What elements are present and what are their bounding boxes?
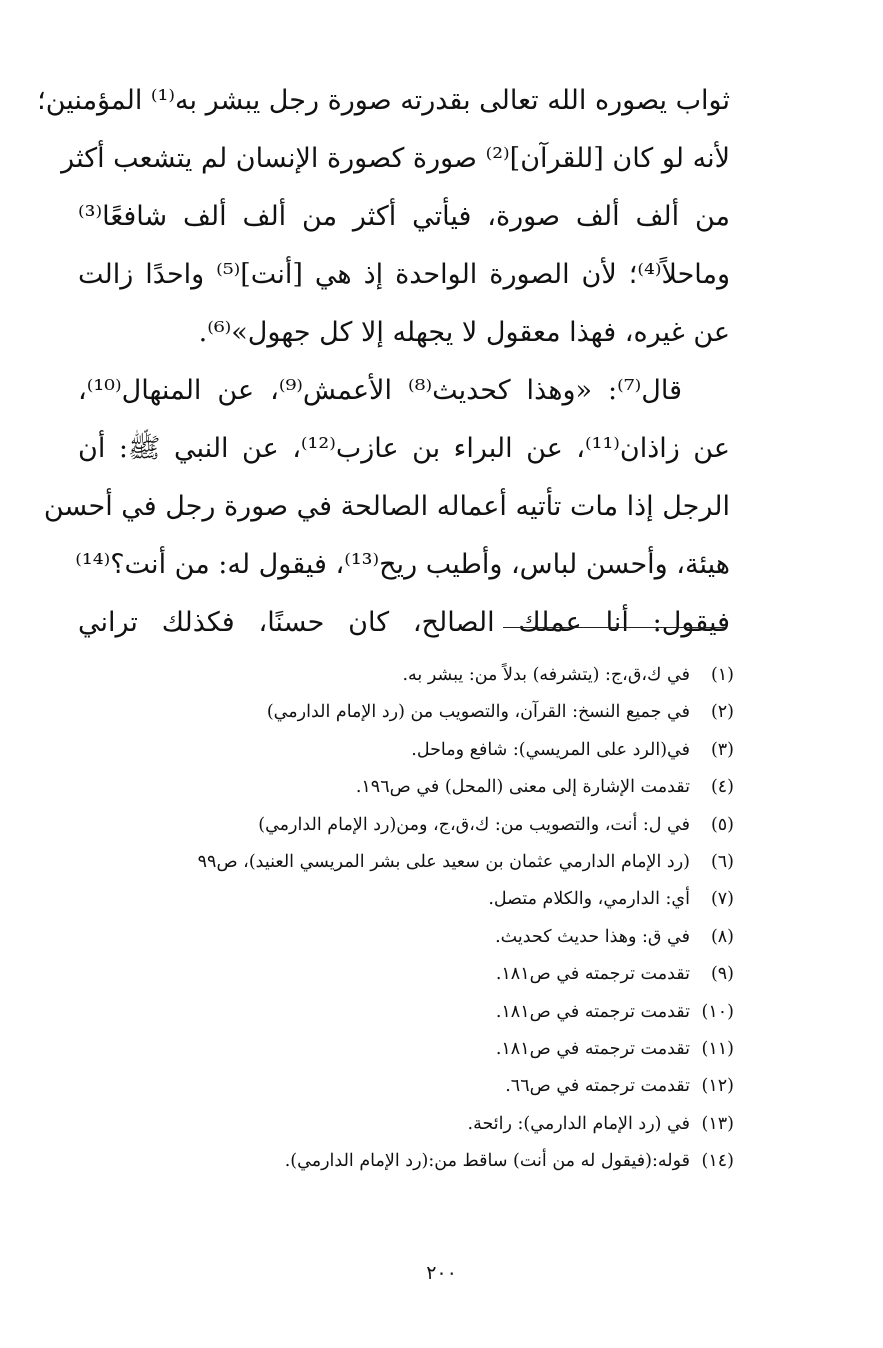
footnote [150,1031,734,1068]
footnote-separator [503,627,727,628]
text-line: عن زاذان⁽¹¹⁾، عن البراء بن عازب⁽¹²⁾، عن النبي ﷺ: أن [78,433,730,464]
footnote-text: قوله:(فيقول له من أنت) ساقط من:(رد الإمام الدارمي). [284,1151,690,1172]
footnote-text: في ق: وهذا حديث كحديث. [495,926,690,947]
footnote-text: تقدمت ترجمته في ص١٨١. [495,1038,690,1059]
footnote-text: في ك،ق،ج: (يتشرفه) بدلاً من: يبشر به. [402,665,690,685]
footnote-number: (١) [710,665,734,685]
page-number: ٢٠٠ [426,1262,457,1284]
footnotes [150,657,734,1180]
footnote-number: (٩) [710,964,734,985]
text-line: ثواب يصوره الله تعالى بقدرته صورة رجل يبشر به⁽¹⁾ المؤمنين؛ [37,85,730,116]
footnote [150,1143,734,1180]
footnote-number: (١٣) [701,1113,734,1134]
footnote-number: (١١) [701,1038,734,1059]
footnote [150,994,734,1031]
text-line: وماحلاً⁽⁴⁾؛ لأن الصورة الواحدة إذ هي [أنت]⁽⁵⁾ واحدًا زالت [78,259,730,290]
footnote [150,657,734,694]
footnote-text: تقدمت ترجمته في ص١٨١. [495,1001,690,1022]
footnote [150,844,734,881]
footnote-number: (٤) [710,777,734,798]
footnote-text: تقدمت الإشارة إلى معنى (المحل) في ص١٩٦. [355,777,690,798]
footnote [150,881,734,918]
footnote [150,732,734,769]
footnote-text: في (رد الإمام الدارمي): رائحة. [467,1113,690,1134]
footnote-number: (٣) [710,739,734,760]
text-line: فيقول: أنا عملك الصالح، كان حسنًا، فكذلك تراني [78,607,730,638]
footnote-number: (٧) [710,889,734,910]
footnote [150,694,734,731]
footnote-text: في ل: أنت، والتصويب من: ك،ق،ج، ومن(رد الإمام الدارمي) [258,814,690,835]
footnote [150,769,734,806]
footnote-text: في(الرد على المريسي): شافع وماحل. [411,739,690,760]
text-line: هيئة، وأحسن لباس، وأطيب ريح⁽¹³⁾، فيقول له: من أنت؟⁽¹⁴⁾ [75,549,730,580]
footnote-number: (١٠) [701,1001,734,1022]
footnote [150,919,734,956]
footnote-number: (١٢) [701,1076,734,1097]
footnote [150,1068,734,1105]
footnote-text: أي: الدارمي، والكلام متصل. [488,889,690,910]
footnote [150,956,734,993]
footnote-number: (١٤) [701,1151,734,1172]
text-line: الرجل إذا مات تأتيه أعماله الصالحة في صورة رجل في أحسن [43,491,730,522]
text-line: من ألف ألف صورة، فيأتي أكثر من ألف ألف شافعًا⁽³⁾ [78,201,730,232]
text-line: لأنه لو كان [للقرآن]⁽²⁾ صورة كصورة الإنسان لم يتشعب أكثر [61,143,730,174]
footnote-text: في جميع النسخ: القرآن، والتصويب من (رد الإمام الدارمي) [266,702,690,723]
footnote-text: (رد الإمام الدارمي عثمان بن سعيد على بشر المريسي العنيد)، ص٩٩ [197,851,690,872]
footnote-number: (٢) [710,702,734,723]
footnote-number: (٦) [710,851,734,872]
footnote [150,807,734,844]
text-line: قال⁽⁷⁾: «وهذا كحديث⁽⁸⁾ الأعمش⁽⁹⁾، عن المنهال⁽¹⁰⁾، [78,375,682,406]
main-text [37,72,730,652]
footnote-number: (٨) [710,926,734,947]
footnote-text: تقدمت ترجمته في ص١٨١. [495,964,690,985]
footnote [150,1106,734,1143]
footnote-number: (٥) [710,814,734,835]
text-line: عن غيره، فهذا معقول لا يجهله إلا كل جهول»⁽⁶⁾. [198,317,730,348]
footnote-text: تقدمت ترجمته في ص٦٦. [505,1076,690,1097]
